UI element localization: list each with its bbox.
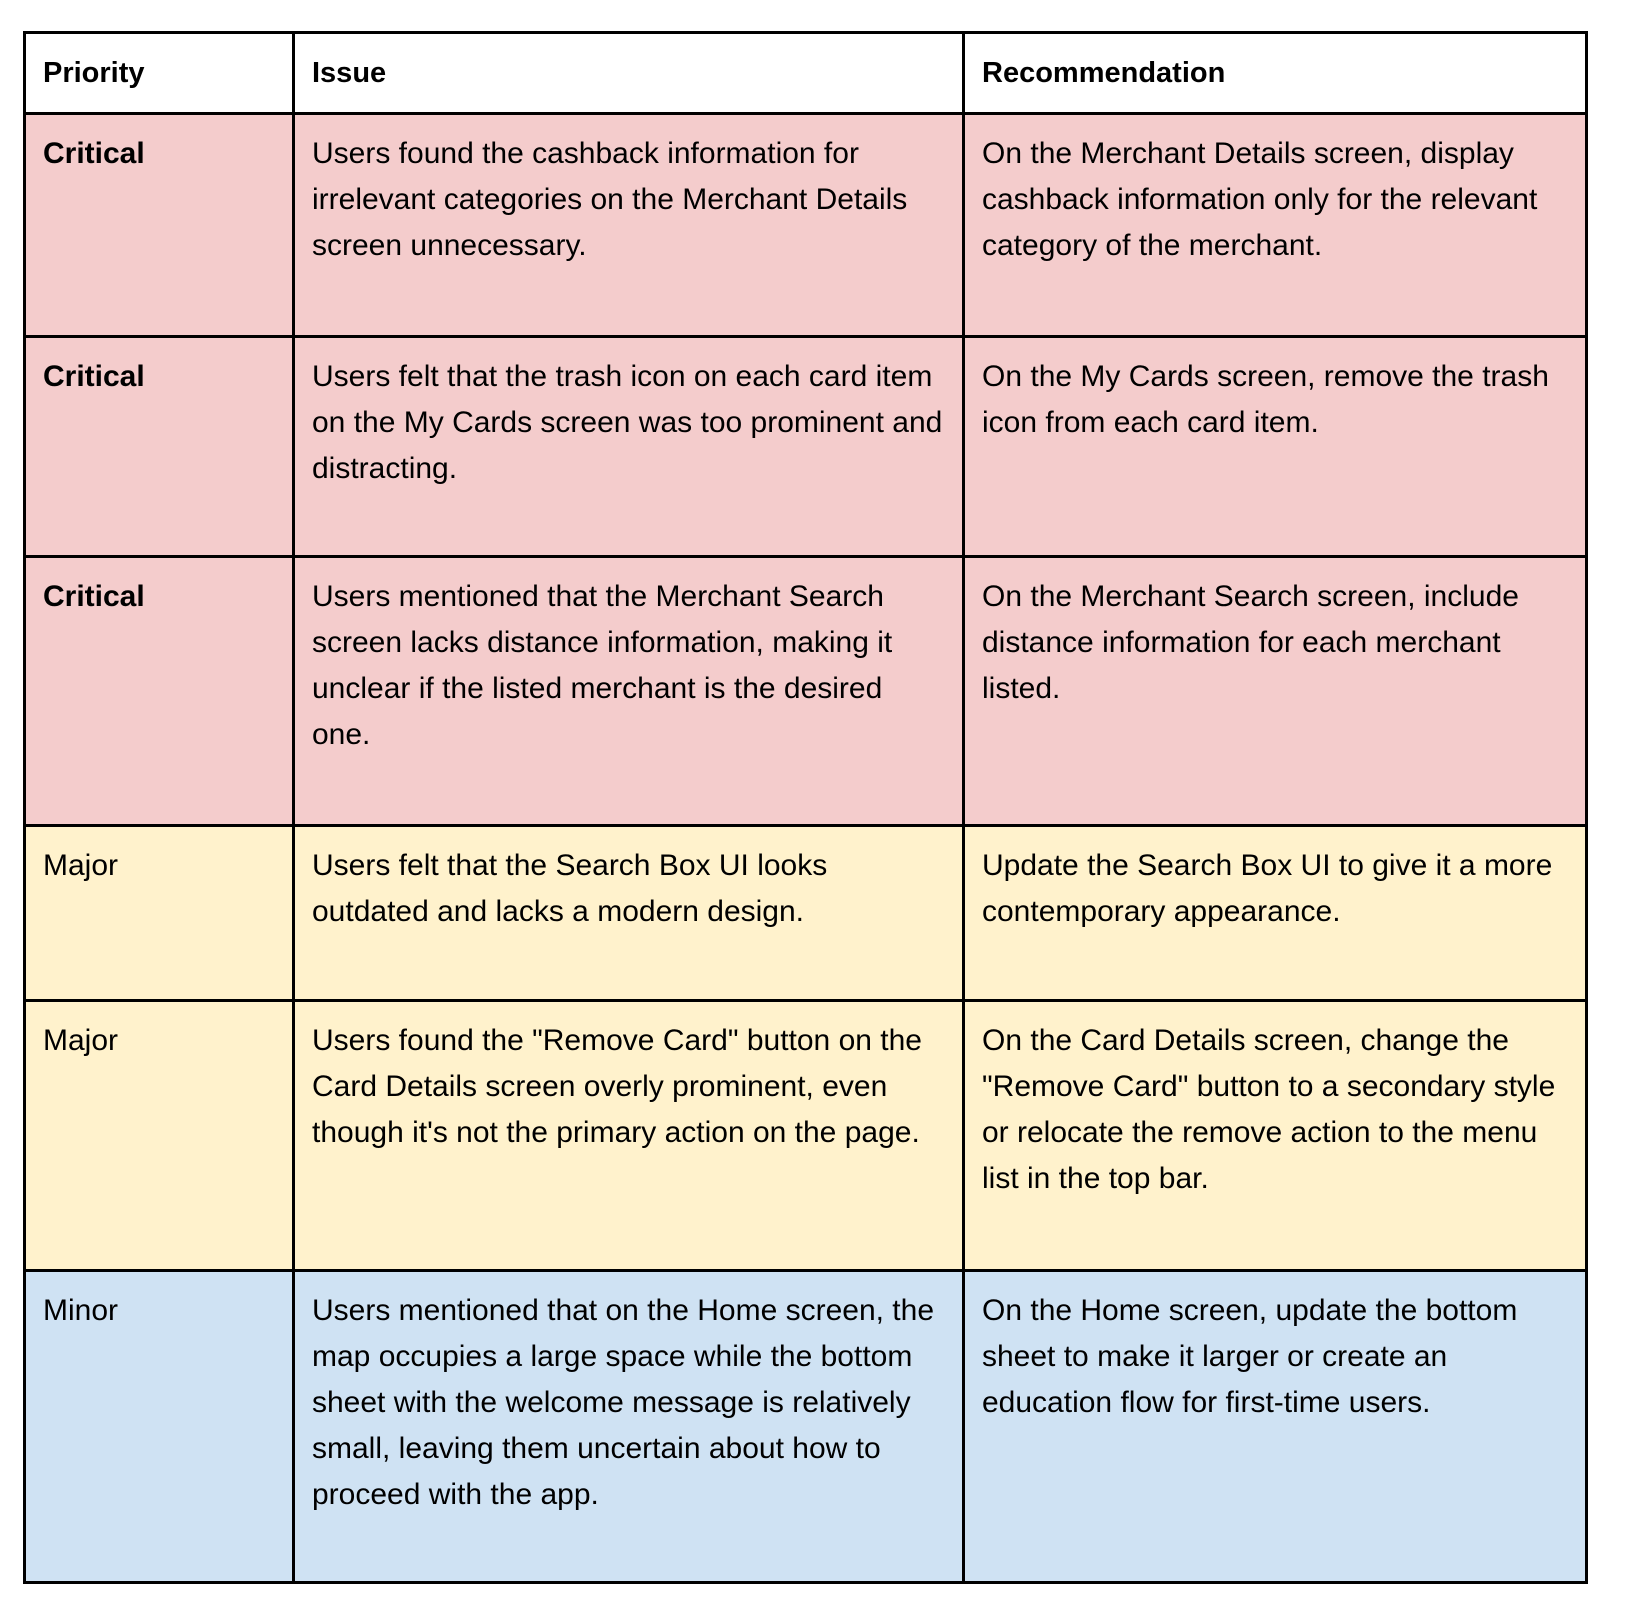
usability-issues-table xyxy=(23,31,1588,1584)
table-row xyxy=(25,337,1587,557)
cell-recommendation: On the Merchant Details screen, display cashback information only for the relevant category of the merchant. xyxy=(964,114,1587,337)
cell-issue: Users felt that the trash icon on each card item on the My Cards screen was too prominent and distracting. xyxy=(294,337,964,557)
table-row xyxy=(25,826,1587,1001)
cell-priority: Minor xyxy=(25,1271,294,1583)
cell-priority: Critical xyxy=(25,337,294,557)
table-row xyxy=(25,1001,1587,1271)
cell-recommendation: Update the Search Box UI to give it a more contemporary appearance. xyxy=(964,826,1587,1001)
cell-priority: Critical xyxy=(25,557,294,826)
cell-issue: Users mentioned that on the Home screen, the map occupies a large space while the bottom sheet with the welcome message is relatively small, leaving them uncertain about how to proceed with the app. xyxy=(294,1271,964,1583)
cell-issue: Users found the "Remove Card" button on the Card Details screen overly prominent, even though it's not the primary action on the page. xyxy=(294,1001,964,1271)
cell-recommendation: On the Home screen, update the bottom sheet to make it larger or create an education flow for first-time users. xyxy=(964,1271,1587,1583)
cell-priority: Critical xyxy=(25,114,294,337)
cell-priority: Major xyxy=(25,826,294,1001)
cell-issue: Users found the cashback information for irrelevant categories on the Merchant Details screen unnecessary. xyxy=(294,114,964,337)
table-row xyxy=(25,1271,1587,1583)
header-priority: Priority xyxy=(25,33,294,114)
cell-recommendation: On the Merchant Search screen, include distance information for each merchant listed. xyxy=(964,557,1587,826)
header-recommendation: Recommendation xyxy=(964,33,1587,114)
cell-recommendation: On the Card Details screen, change the "Remove Card" button to a secondary style or relocate the remove action to the menu list in the top bar. xyxy=(964,1001,1587,1271)
cell-recommendation: On the My Cards screen, remove the trash icon from each card item. xyxy=(964,337,1587,557)
cell-issue: Users mentioned that the Merchant Search screen lacks distance information, making it unclear if the listed merchant is the desired one. xyxy=(294,557,964,826)
table-row xyxy=(25,557,1587,826)
cell-issue: Users felt that the Search Box UI looks outdated and lacks a modern design. xyxy=(294,826,964,1001)
header-row xyxy=(25,33,1587,114)
table-row xyxy=(25,114,1587,337)
cell-priority: Major xyxy=(25,1001,294,1271)
header-issue: Issue xyxy=(294,33,964,114)
